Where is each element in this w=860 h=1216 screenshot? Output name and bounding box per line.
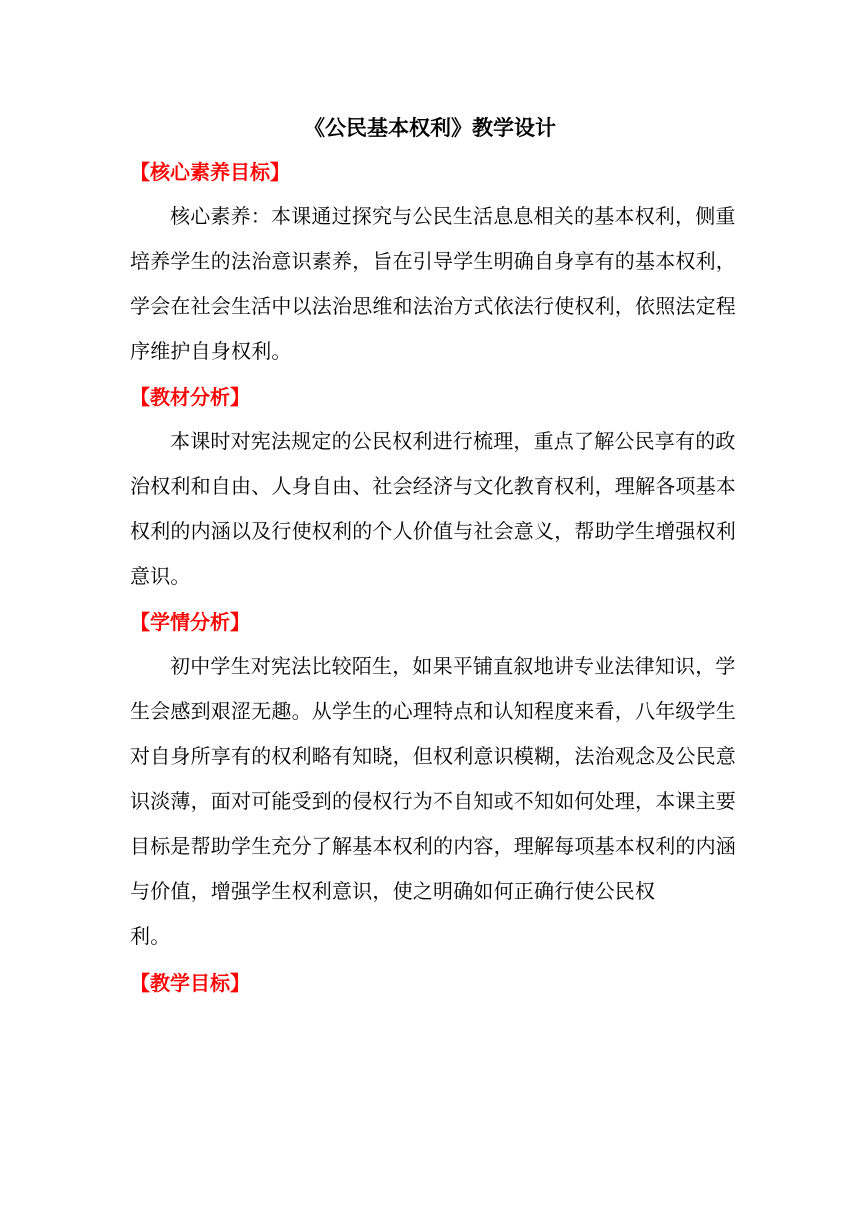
section-heading-learner-analysis: 【学情分析】: [130, 610, 250, 634]
paragraph-line: 生会感到艰涩无趣。从学生的心理特点和认知程度来看，八年级学生: [130, 699, 736, 723]
paragraph-line: 目标是帮助学生充分了解基本权利的内容，理解每项基本权利的内涵: [130, 834, 736, 858]
paragraph-line: 权利的内涵以及行使权利的个人价值与社会意义，帮助学生增强权利: [130, 519, 736, 543]
paragraph-line: 本课时对宪法规定的公民权利进行梳理，重点了解公民享有的政: [170, 429, 736, 453]
section-heading-core-literacy: 【核心素养目标】: [130, 160, 290, 184]
paragraph-line: 意识。: [130, 564, 191, 588]
paragraph-line: 核心素养：本课通过探究与公民生活息息相关的基本权利，侧重: [170, 204, 736, 228]
document-title: 《公民基本权利》教学设计: [304, 115, 556, 140]
section-paragraph-textbook-analysis: [130, 419, 736, 599]
paragraph-line: 识淡薄，面对可能受到的侵权行为不自知或不知如何处理，本课主要: [130, 789, 736, 813]
section-paragraph-core-literacy: [130, 194, 736, 374]
section-heading-teaching-objectives: 【教学目标】: [130, 971, 250, 995]
paragraph-line: 与价值，增强学生权利意识，使之明确如何正确行使公民权: [130, 879, 656, 903]
paragraph-line: 学会在社会生活中以法治思维和法治方式依法行使权利，依照法定程: [130, 294, 736, 318]
paragraph-line: 对自身所享有的权利略有知晓，但权利意识模糊，法治观念及公民意: [130, 744, 736, 768]
section-heading-textbook-analysis: 【教材分析】: [130, 385, 250, 409]
section-paragraph-learner-analysis: [130, 644, 736, 959]
paragraph-line: 初中学生对宪法比较陌生，如果平铺直叙地讲专业法律知识，学: [170, 654, 736, 678]
paragraph-line: 治权利和自由、人身自由、社会经济与文化教育权利，理解各项基本: [130, 474, 736, 498]
paragraph-line: 序维护自身权利。: [130, 339, 292, 363]
paragraph-line: 培养学生的法治意识素养，旨在引导学生明确自身享有的基本权利，: [130, 249, 736, 273]
paragraph-line: 利。: [130, 924, 171, 948]
